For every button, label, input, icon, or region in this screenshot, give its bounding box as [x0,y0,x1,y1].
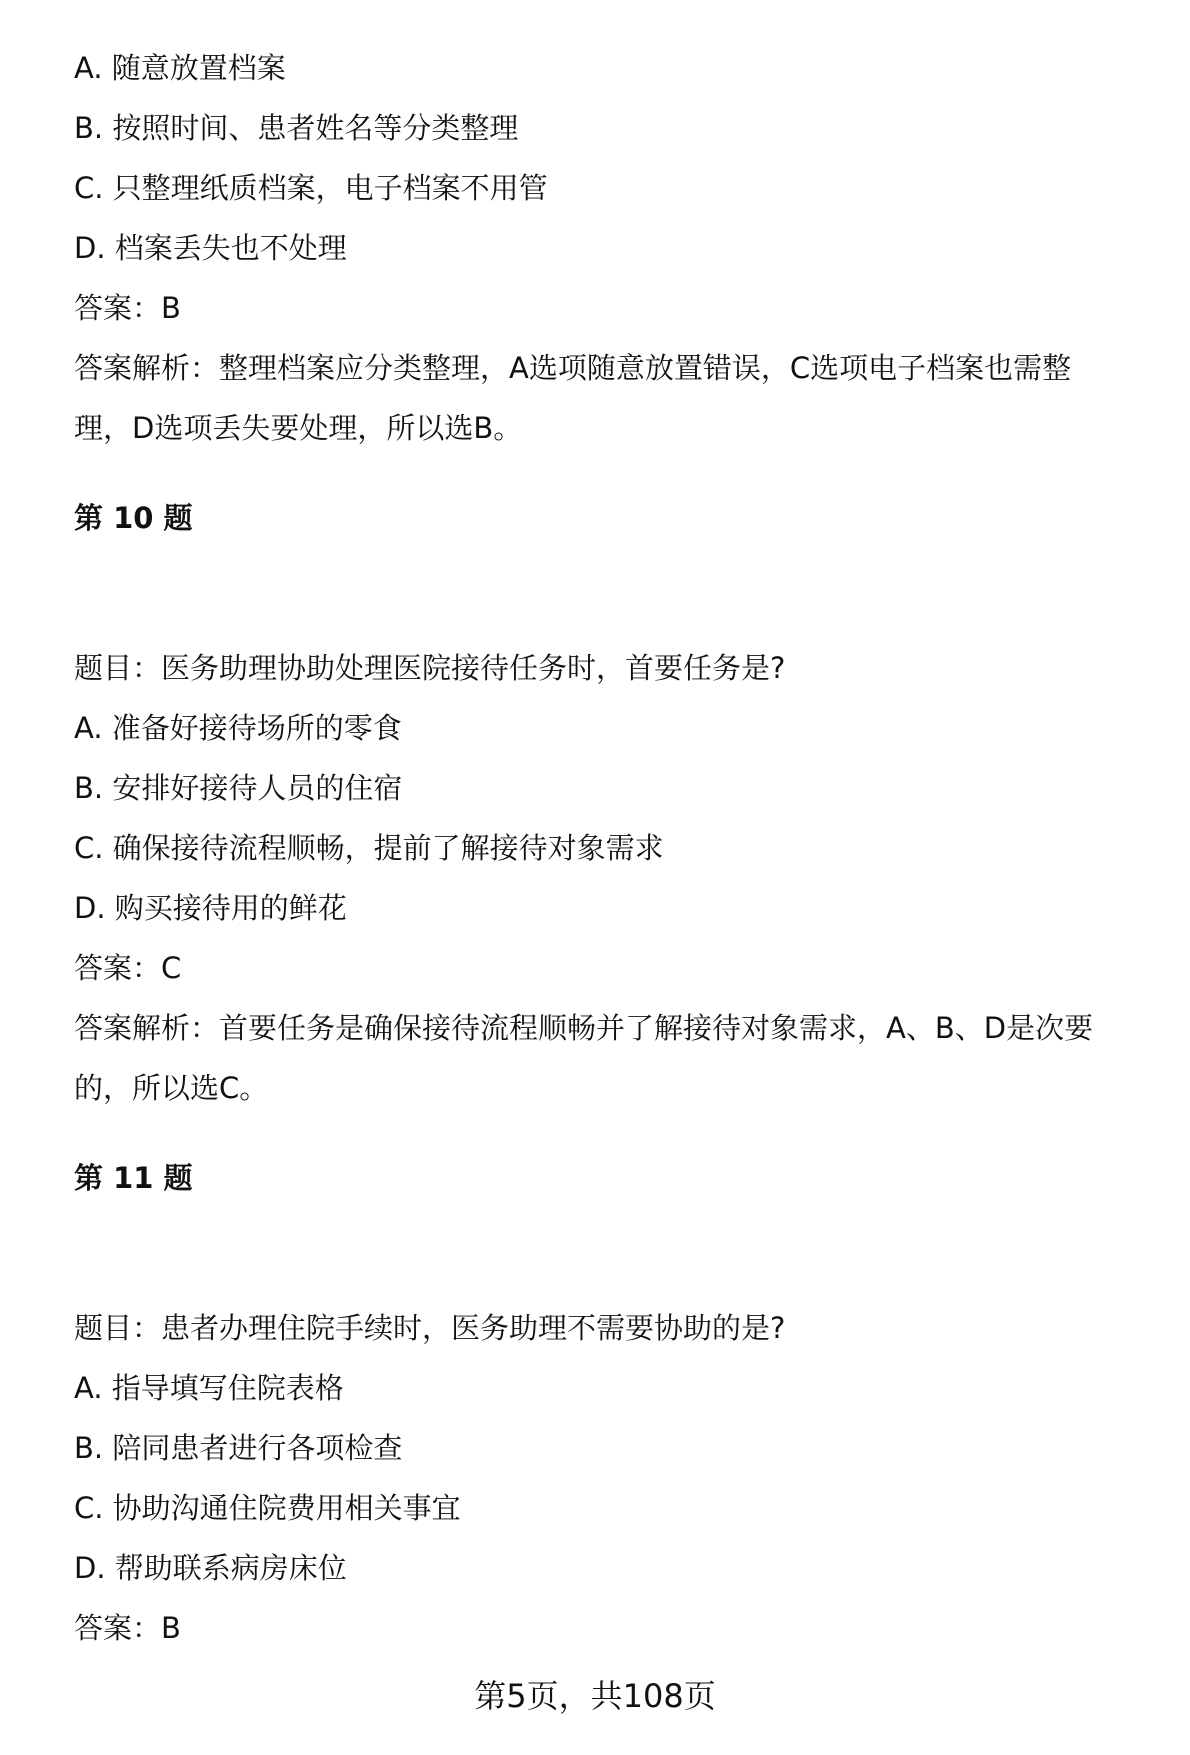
q9-explanation-line1: 答案解析：整理档案应分类整理，A选项随意放置错误，C选项电子档案也需整 [74,351,1072,385]
q10-explanation-line1: 答案解析：首要任务是确保接待流程顺畅并了解接待对象需求，A、B、D是次要 [74,1011,1094,1045]
q11-answer: 答案：B [74,1611,181,1645]
q11-option-a: A. 指导填写住院表格 [74,1371,344,1405]
q11-option-c: C. 协助沟通住院费用相关事宜 [74,1491,461,1525]
q11-heading: 第 11 题 [74,1161,193,1195]
q9-explanation-line2: 理，D选项丢失要处理，所以选B。 [74,411,523,445]
q9-answer: 答案：B [74,291,181,325]
q10-answer: 答案：C [74,951,182,985]
q9-option-d: D. 档案丢失也不处理 [74,231,347,265]
q10-explanation-line2: 的，所以选C。 [74,1071,269,1105]
q10-option-d: D. 购买接待用的鲜花 [74,891,347,925]
q11-option-d: D. 帮助联系病房床位 [74,1551,347,1585]
page-number-footer: 第5页，共108页 [474,1677,716,1715]
q10-question: 题目：医务助理协助处理医院接待任务时，首要任务是? [74,651,786,685]
q10-heading: 第 10 题 [74,501,193,535]
q9-option-b: B. 按照时间、患者姓名等分类整理 [74,111,519,145]
q10-option-b: B. 安排好接待人员的住宿 [74,771,403,805]
q9-option-a: A. 随意放置档案 [74,51,286,85]
q11-question: 题目：患者办理住院手续时，医务助理不需要协助的是? [74,1311,786,1345]
q10-option-c: C. 确保接待流程顺畅，提前了解接待对象需求 [74,831,664,865]
q10-option-a: A. 准备好接待场所的零食 [74,711,402,745]
q11-option-b: B. 陪同患者进行各项检查 [74,1431,403,1465]
q9-option-c: C. 只整理纸质档案，电子档案不用管 [74,171,548,205]
